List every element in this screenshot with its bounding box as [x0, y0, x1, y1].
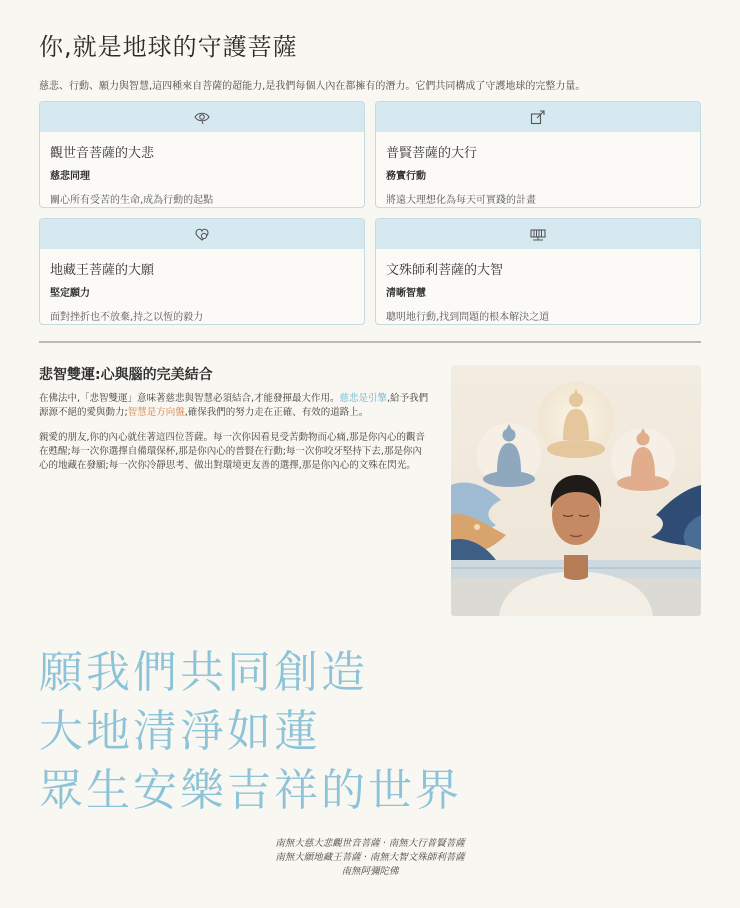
eye-icon	[193, 108, 211, 126]
card-title: 普賢菩薩的大行	[386, 146, 478, 161]
bodhisattva-cards	[39, 101, 701, 325]
card-description: 面對挫折也不放棄,持之以恆的毅力	[50, 312, 204, 323]
card-puxian	[375, 101, 701, 208]
section-title: 悲智雙運:心與腦的完美結合	[39, 367, 213, 383]
card-wenshu	[375, 218, 701, 325]
highlight-compassion: 慈悲是引擎	[339, 393, 388, 404]
vow-heart-icon	[193, 225, 211, 243]
section-paragraph-2: 親愛的朋友,你的內心就住著這四位菩薩。每一次你因看見受苦動物而心痛,那是你內心的觀音在甦醒;每一次你選擇自備環保杯,那是你內心的普賢在行動;每一次你咬牙堅持下去,那是你內心的地藏在發願;每一次你冷靜思考、做出對環境更友善的選擇,那是你內心的文殊在閃光。	[39, 432, 426, 471]
card-title: 觀世音菩薩的大悲	[50, 146, 155, 161]
chant-line: 南無大願地藏王菩薩 · 南無大智文殊師利菩薩	[275, 852, 465, 863]
action-arrow-icon	[529, 108, 547, 126]
section-paragraph-1: 在佛法中,「悲智雙運」意味著慈悲與智慧必須結合,才能發揮最大作用。慈悲是引擎,給予我們源源不絕的愛與動力;智慧是方向盤,確保我們的努力走在正確、有效的道路上。	[39, 393, 429, 418]
page-title: 你,就是地球的守護菩薩	[39, 33, 298, 61]
card-dizang	[39, 218, 365, 325]
highlight-wisdom: 智慧是方向盤	[127, 407, 185, 418]
card-title: 地藏王菩薩的大願	[50, 263, 155, 278]
card-guanyin	[39, 101, 365, 208]
card-description: 關心所有受苦的生命,成為行動的起點	[50, 195, 214, 206]
chant-line: 南無大慈大悲觀世音菩薩 · 南無大行普賢菩薩	[275, 838, 465, 849]
wish-line: 願我們共同創造	[39, 647, 368, 698]
wish-line: 眾生安樂吉祥的世界	[39, 765, 462, 816]
chant-lines	[250, 837, 490, 879]
card-subtitle: 務實行動	[386, 171, 426, 182]
intro-text: 慈悲、行動、願力與智慧,這四種來自菩薩的超能力,是我們每個人內在都擁有的潛力。它們共同構成了守護地球的完整力量。	[39, 81, 586, 92]
card-description: 聰明地行動,找到問題的根本解決之道	[386, 312, 550, 323]
card-subtitle: 堅定願力	[50, 288, 90, 299]
card-subtitle: 慈悲同理	[50, 171, 90, 182]
meditation-illustration-graphic	[451, 365, 701, 616]
meditation-illustration	[451, 365, 701, 616]
wish-line: 大地清淨如蓮	[39, 706, 321, 757]
abacus-icon	[529, 225, 547, 243]
chant-line: 南無阿彌陀佛	[341, 866, 399, 877]
card-subtitle: 清晰智慧	[386, 288, 426, 299]
section-divider	[39, 341, 701, 343]
wish-heading	[39, 643, 462, 820]
card-title: 文殊師利菩薩的大智	[386, 263, 504, 278]
card-description: 將遠大理想化為每天可實踐的計畫	[386, 195, 536, 206]
